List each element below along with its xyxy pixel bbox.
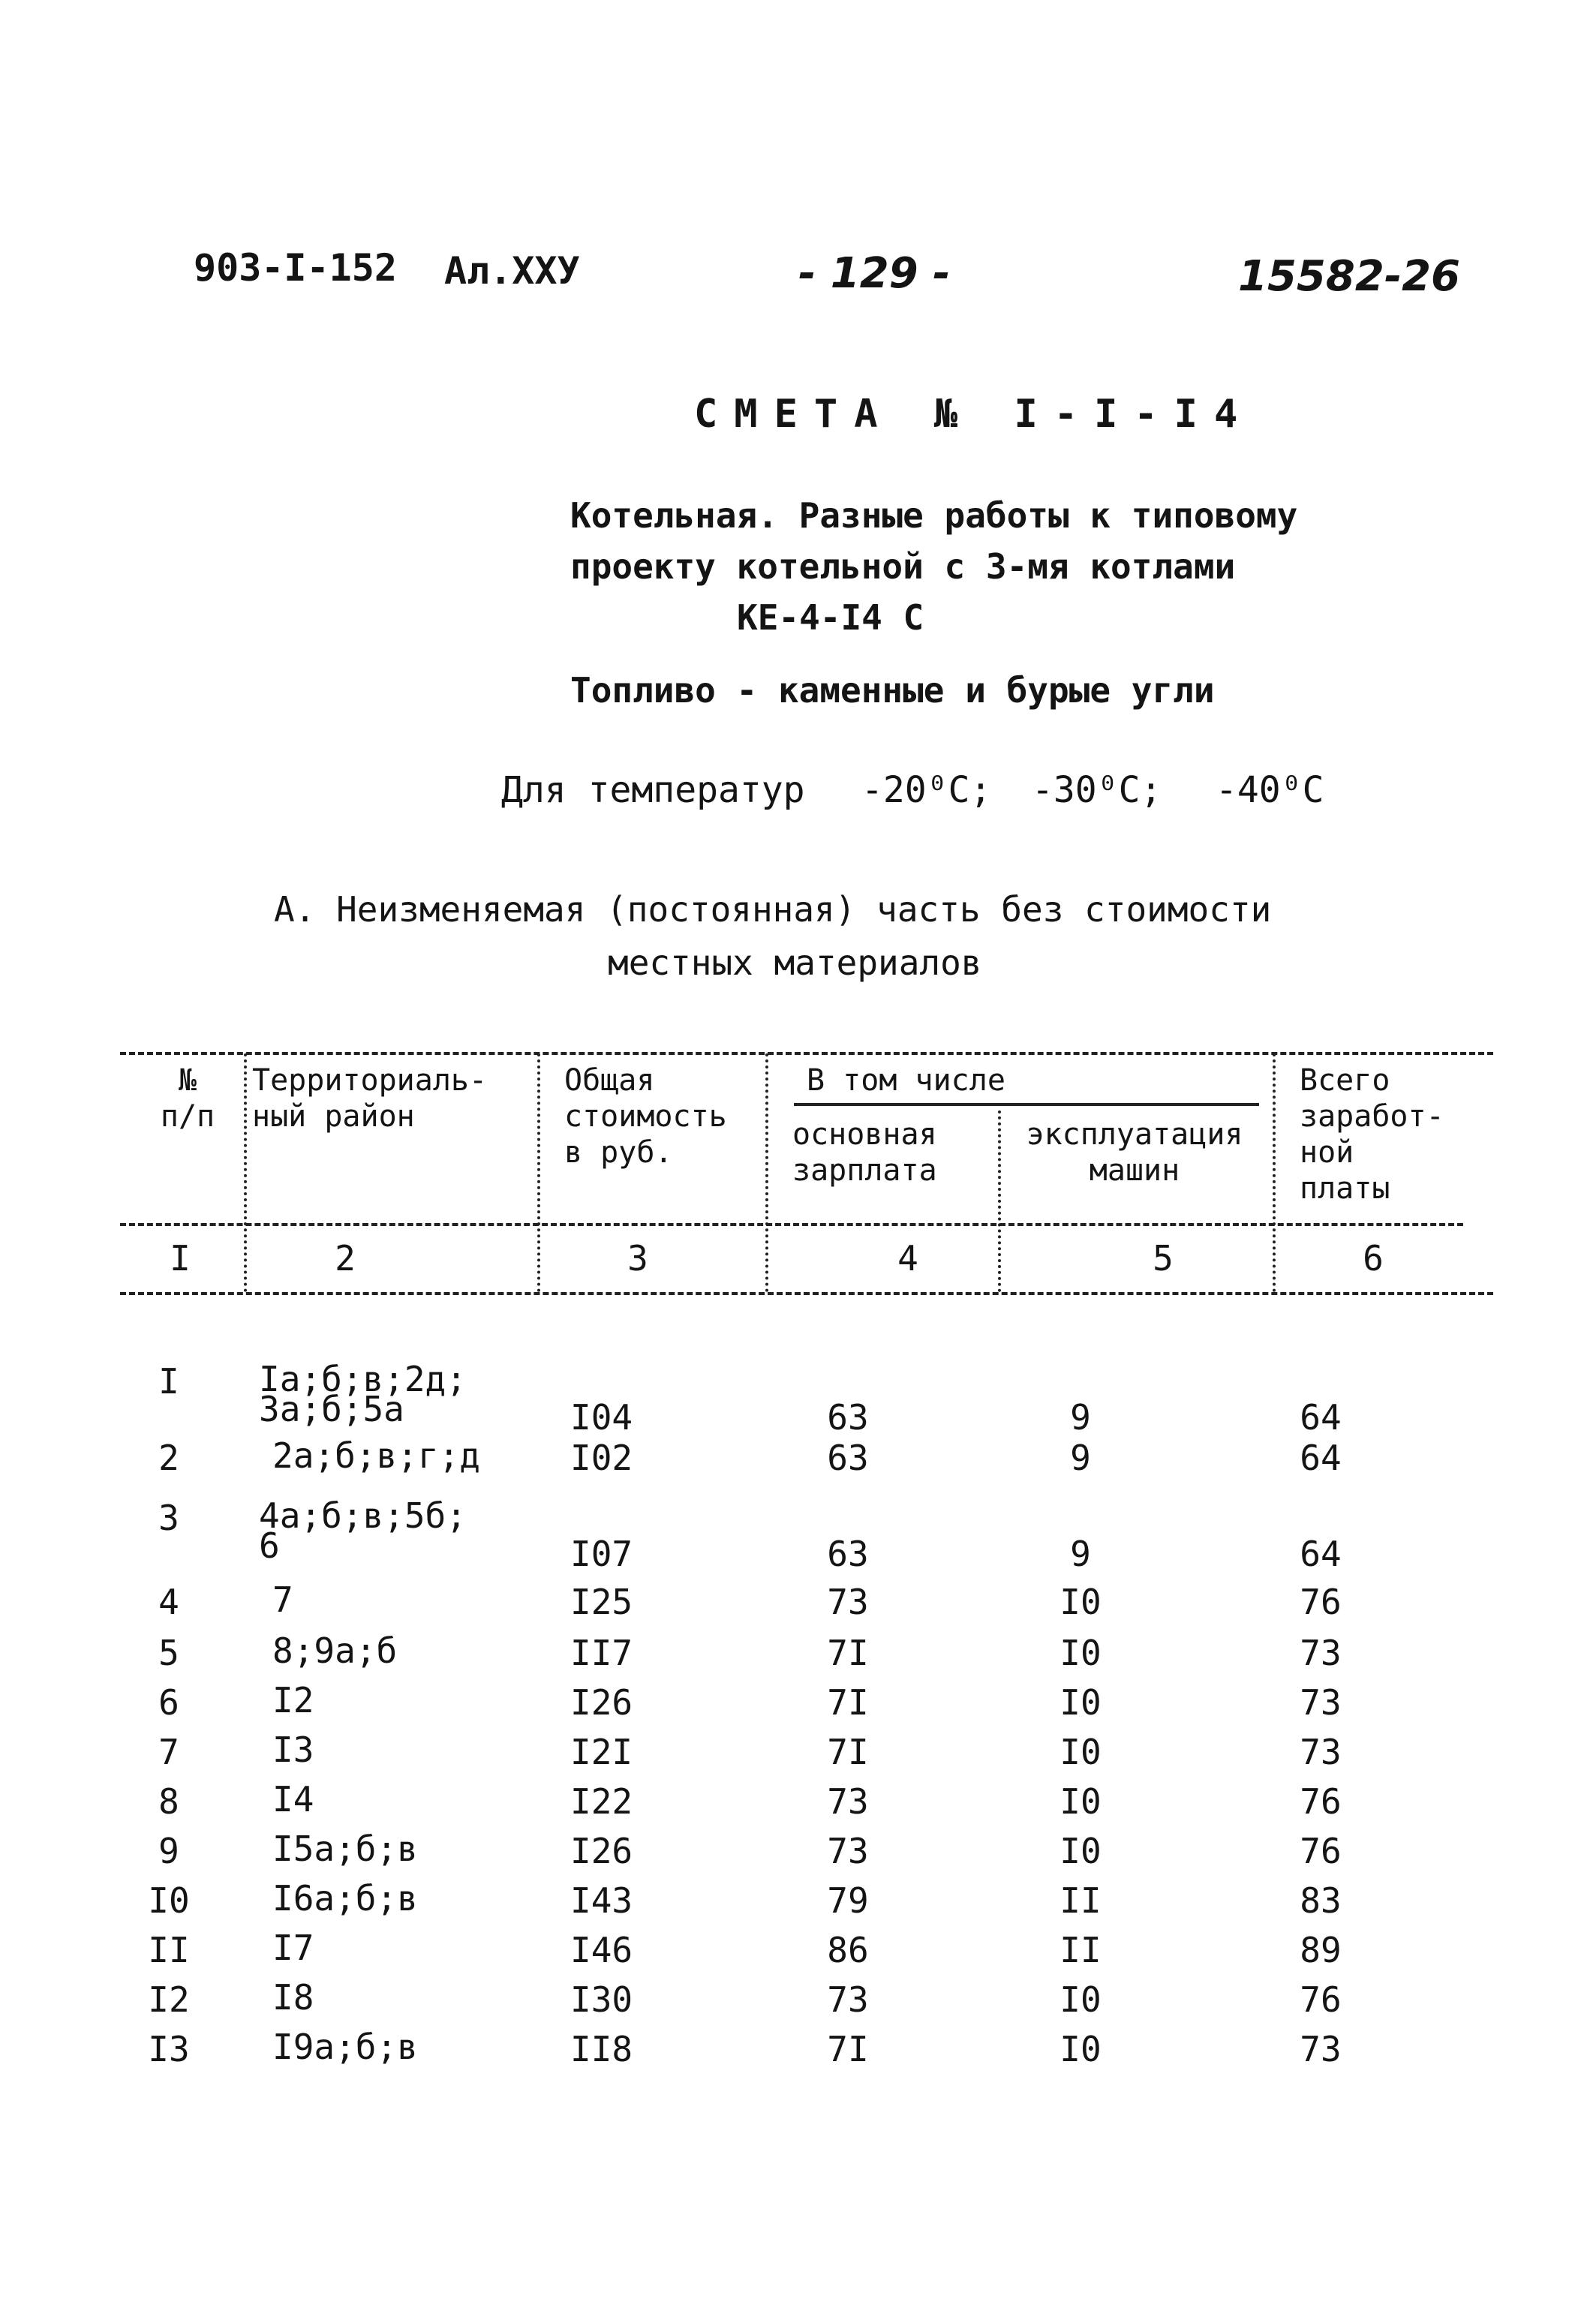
row-region: I6а;б;в <box>272 1878 418 1919</box>
header-machine-operation: эксплуатация машин <box>1026 1117 1243 1188</box>
row-total-cost: II8 <box>570 2029 633 2069</box>
row-total-cost: I07 <box>570 1534 633 1574</box>
row-basic-salary: 86 <box>827 1930 869 1970</box>
row-number: I2 <box>148 1979 190 2020</box>
row-machine-operation: I0 <box>1059 1831 1102 1871</box>
row-basic-salary: 7I <box>827 1732 869 1772</box>
column-divider-3 <box>765 1053 768 1292</box>
temperatures-label: Для температур <box>501 769 805 811</box>
temperature-minus-30: -30⁰С; <box>1032 769 1162 811</box>
row-region: 8;9а;б <box>272 1630 398 1671</box>
group-header-underline <box>794 1103 1259 1106</box>
header-basic-salary: основная зарплата <box>792 1117 937 1188</box>
header-region: Территориаль- ный район <box>252 1063 488 1134</box>
row-number: 3 <box>158 1498 179 1538</box>
header-total-wages: Всего заработ- ной платы <box>1300 1063 1444 1206</box>
row-total-wages: 76 <box>1300 1831 1342 1871</box>
row-region: I3 <box>272 1730 314 1770</box>
page-number: - 129 - <box>798 249 951 298</box>
description-line-1: Котельная. Разные работы к типовому <box>570 495 1298 536</box>
section-heading-line-1: А. Неизменяемая (постоянная) часть без стоимости <box>274 889 1272 930</box>
row-total-cost: I04 <box>570 1397 633 1438</box>
row-total-cost: I22 <box>570 1781 633 1822</box>
row-machine-operation: I0 <box>1059 1979 1102 2020</box>
row-basic-salary: 7I <box>827 1682 869 1723</box>
row-total-cost: I46 <box>570 1930 633 1970</box>
row-region: 2а;б;в;г;д <box>272 1435 480 1476</box>
header-group-including: В том числе <box>807 1063 1005 1098</box>
row-basic-salary: 7I <box>827 1633 869 1673</box>
row-basic-salary: 63 <box>827 1534 869 1574</box>
row-basic-salary: 79 <box>827 1880 869 1921</box>
row-total-wages: 76 <box>1300 1781 1342 1822</box>
row-number: 4 <box>158 1582 179 1622</box>
row-total-wages: 73 <box>1300 2029 1342 2069</box>
column-number-1: I <box>170 1238 191 1279</box>
archive-number: 15582-26 <box>1238 252 1460 301</box>
estimate-title: СМЕТА № I-I-I4 <box>694 392 1255 437</box>
temperature-minus-40: -40⁰С <box>1216 769 1324 811</box>
row-number: I <box>158 1361 179 1402</box>
row-region: I7 <box>272 1928 314 1968</box>
row-total-wages: 64 <box>1300 1438 1342 1478</box>
header-bottom-rule <box>120 1223 1463 1226</box>
row-basic-salary: 73 <box>827 1979 869 2020</box>
boiler-model: КЕ-4-I4 С <box>737 597 924 638</box>
row-machine-operation: I0 <box>1059 1582 1102 1622</box>
row-number: 7 <box>158 1732 179 1772</box>
row-total-cost: I2I <box>570 1732 633 1772</box>
row-basic-salary: 63 <box>827 1438 869 1478</box>
row-number: I0 <box>148 1880 190 1921</box>
row-machine-operation: 9 <box>1070 1397 1091 1438</box>
temperature-minus-20: -20⁰С; <box>861 769 992 811</box>
column-number-6: 6 <box>1363 1238 1384 1279</box>
row-total-wages: 89 <box>1300 1930 1342 1970</box>
row-basic-salary: 73 <box>827 1831 869 1871</box>
column-divider-4 <box>998 1110 1001 1292</box>
column-divider-5 <box>1273 1053 1276 1292</box>
table-top-rule <box>120 1052 1493 1055</box>
row-total-wages: 76 <box>1300 1979 1342 2020</box>
header-number: № п/п <box>160 1063 215 1134</box>
column-divider-1 <box>244 1053 247 1292</box>
description-line-2: проекту котельной с 3-мя котлами <box>570 546 1236 587</box>
row-total-cost: I02 <box>570 1438 633 1478</box>
row-total-cost: II7 <box>570 1633 633 1673</box>
row-region: I2 <box>272 1680 314 1720</box>
row-total-wages: 83 <box>1300 1880 1342 1921</box>
row-machine-operation: I0 <box>1059 1732 1102 1772</box>
column-number-4: 4 <box>897 1238 918 1279</box>
row-number: 2 <box>158 1438 179 1478</box>
row-machine-operation: II <box>1059 1880 1102 1921</box>
row-number: 9 <box>158 1831 179 1871</box>
row-machine-operation: I0 <box>1059 2029 1102 2069</box>
row-total-cost: I30 <box>570 1979 633 2020</box>
row-number: II <box>148 1930 190 1970</box>
row-region: I8 <box>272 1977 314 2018</box>
row-machine-operation: 9 <box>1070 1438 1091 1478</box>
row-machine-operation: II <box>1059 1930 1102 1970</box>
header-total-cost: Общая стоимость в руб. <box>564 1063 727 1170</box>
row-region: 4а;б;в;5б; 6 <box>259 1495 467 1566</box>
document-code: 903-I-152 <box>194 246 397 290</box>
row-total-wages: 73 <box>1300 1633 1342 1673</box>
row-total-wages: 73 <box>1300 1732 1342 1772</box>
column-divider-2 <box>537 1053 540 1292</box>
row-machine-operation: I0 <box>1059 1633 1102 1673</box>
row-machine-operation: I0 <box>1059 1682 1102 1723</box>
row-total-wages: 64 <box>1300 1534 1342 1574</box>
row-basic-salary: 63 <box>827 1397 869 1438</box>
row-basic-salary: 73 <box>827 1781 869 1822</box>
album-number: Ал.XXУ <box>444 249 580 293</box>
row-region: I9а;б;в <box>272 2027 418 2067</box>
row-total-wages: 73 <box>1300 1682 1342 1723</box>
row-basic-salary: 73 <box>827 1582 869 1622</box>
row-total-cost: I26 <box>570 1682 633 1723</box>
row-basic-salary: 7I <box>827 2029 869 2069</box>
column-number-3: 3 <box>627 1238 648 1279</box>
column-number-5: 5 <box>1153 1238 1174 1279</box>
row-machine-operation: I0 <box>1059 1781 1102 1822</box>
row-region: Iа;б;в;2д; 3а;б;5а <box>259 1359 467 1429</box>
fuel-type: Топливо - каменные и бурые угли <box>570 670 1215 711</box>
column-number-2: 2 <box>335 1238 356 1279</box>
row-total-wages: 76 <box>1300 1582 1342 1622</box>
row-number: I3 <box>148 2029 190 2069</box>
row-region: I5а;б;в <box>272 1829 418 1869</box>
row-total-wages: 64 <box>1300 1397 1342 1438</box>
column-numbers-bottom-rule <box>120 1292 1493 1295</box>
section-heading-line-2: местных материалов <box>608 942 982 983</box>
row-machine-operation: 9 <box>1070 1534 1091 1574</box>
row-number: 8 <box>158 1781 179 1822</box>
row-region: I4 <box>272 1779 314 1820</box>
row-total-cost: I26 <box>570 1831 633 1871</box>
row-number: 6 <box>158 1682 179 1723</box>
row-number: 5 <box>158 1633 179 1673</box>
row-total-cost: I43 <box>570 1880 633 1921</box>
row-total-cost: I25 <box>570 1582 633 1622</box>
row-region: 7 <box>272 1579 293 1620</box>
